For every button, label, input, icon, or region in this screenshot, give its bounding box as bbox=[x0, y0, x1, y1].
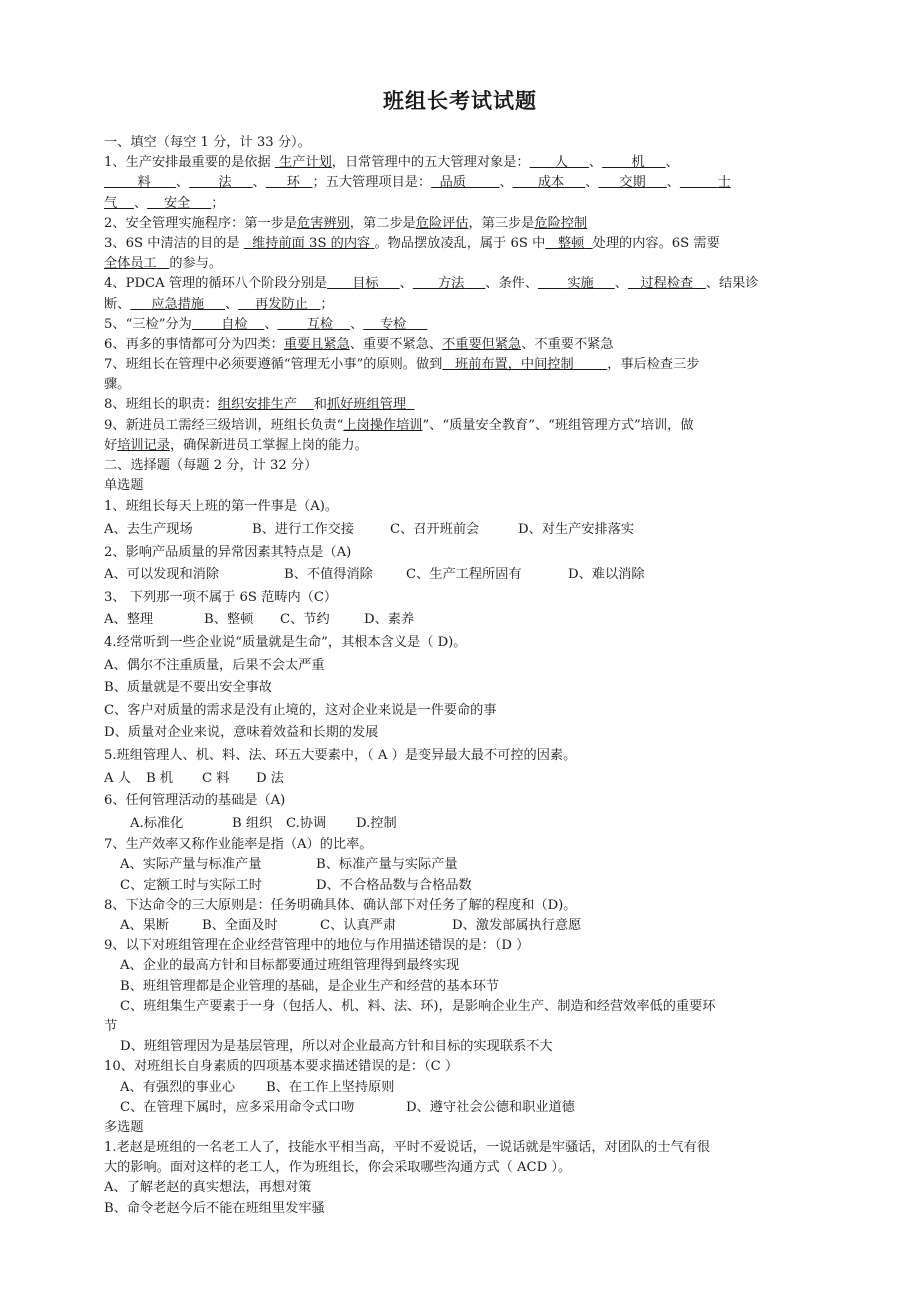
option: A 人 bbox=[104, 770, 131, 786]
multi-choice-label: 多选题 bbox=[104, 1119, 144, 1135]
q1-line3: 气 、 安全 ； bbox=[104, 195, 225, 211]
answer-blank: 组织安排生产 bbox=[217, 397, 298, 413]
option: C、生产工程所固有 bbox=[406, 567, 522, 583]
option: D、质量对企业来说，意味着效益和长期的发展 bbox=[104, 725, 379, 741]
question-stem: 7、生产效率又称作业能率是指（A）的比率。 bbox=[104, 837, 373, 853]
answer-blank: 机 bbox=[631, 155, 645, 171]
section-heading-fill-blank: 一、填空（每空 1 分，计 33 分）。 bbox=[104, 135, 311, 150]
options-row bbox=[104, 564, 816, 587]
answer-blank: 目标 bbox=[352, 276, 379, 292]
q3-line1: 3、6S 中清洁的目的是 维持前面 3S 的内容 。物品摆放凌乱，属于 6S 中 整顿 处理的内容。6S 需要 bbox=[104, 235, 720, 251]
answer-blank: 生产计划 bbox=[279, 155, 332, 171]
question-stem-continued: 大的影响。面对这样的老工人，作为班组长，你会采取哪些沟通方式（ ACD ）。 bbox=[104, 1160, 572, 1176]
option: B、进行工作交接 bbox=[252, 521, 355, 537]
answer-blank: 人 bbox=[554, 155, 568, 171]
question-stem: 1.老赵是班组的一名老工人了，技能水平相当高，平时不爱说话，一说话就是牢骚话，对团队的士气有很 bbox=[104, 1140, 711, 1156]
answer-blank: 整顿 bbox=[557, 235, 585, 251]
answer-blank: 应急措施 bbox=[151, 296, 205, 312]
question-stem: 4.经常听到一些企业说“质量就是生命”，其根本含义是（ D)。 bbox=[104, 634, 467, 650]
q7-line1: 7、班组长在管理中必须要遵循“管理无小事”的原则。做到 班前布置，中间控制 ，事后检查三步 bbox=[104, 357, 700, 373]
answer-blank: 士 bbox=[717, 175, 731, 191]
question-stem: 5.班组管理人、机、料、法、环五大要素中，（ A ）是变异最大最不可控的因素。 bbox=[104, 747, 577, 763]
answer-blank: 班前布置，中间控制 bbox=[454, 357, 574, 373]
answer-blank: 不重要但紧急 bbox=[442, 336, 522, 352]
option: D、对生产安排落实 bbox=[518, 521, 635, 537]
option: D、难以消除 bbox=[568, 567, 645, 583]
answer-blank: 危害辨别 bbox=[297, 215, 350, 231]
answer-blank: 品质 bbox=[439, 175, 466, 191]
option: B、不值得消除 bbox=[284, 567, 373, 583]
option: B、在工作上坚持原则 bbox=[266, 1079, 395, 1095]
option: A、实际产量与标准产量 bbox=[120, 857, 262, 873]
option: B、标准产量与实际产量 bbox=[316, 857, 458, 873]
option: A.标准化 bbox=[130, 815, 184, 831]
answer-blank: 危险控制 bbox=[534, 215, 588, 231]
answer-blank: 危险评估 bbox=[415, 215, 469, 231]
q7-line2: 骤。 bbox=[104, 377, 131, 393]
answer-blank: 培训记录 bbox=[117, 437, 170, 453]
options-row bbox=[104, 1098, 816, 1118]
answer-blank: 互检 bbox=[306, 316, 334, 332]
options-row bbox=[104, 876, 816, 896]
q4-line2: 断、 应急措施 、 再发防止 ； bbox=[104, 296, 334, 312]
option: B 组织 bbox=[232, 815, 273, 831]
answer-blank: 安全 bbox=[163, 195, 191, 211]
question-stem: 8、下达命令的三大原则是：任务明确具体、确认部下对任务了解的程度和（D)。 bbox=[104, 897, 577, 913]
question-stem: 3、 下列那一项不属于 6S 范畴内（C） bbox=[104, 589, 338, 605]
question-stem: 6、任何管理活动的基础是（A) bbox=[104, 793, 286, 809]
option: A、企业的最高方针和目标都要通过班组管理得到最终实现 bbox=[120, 958, 460, 974]
option: B、命令老赵今后不能在班组里发牢骚 bbox=[104, 1200, 325, 1216]
answer-blank: 上岗操作培训 bbox=[343, 417, 423, 433]
question-stem: 1、班组长每天上班的第一件事是（A)。 bbox=[104, 499, 339, 515]
option: C、客户对质量的需求是没有止境的，这对企业来说是一件要命的事 bbox=[104, 702, 497, 718]
options-row bbox=[104, 609, 816, 632]
answer-blank: 重要且紧急 bbox=[283, 336, 350, 352]
option: A、偶尔不注重质量，后果不会太严重 bbox=[104, 657, 325, 673]
q1-line1: 1、生产安排最重要的是依据 生产计划，日常管理中的五大管理对象是： 人 、 机 、 bbox=[104, 155, 679, 171]
answer-blank: 再发防止 bbox=[255, 296, 308, 312]
option: A、有强烈的事业心 bbox=[120, 1079, 236, 1095]
option: A、去生产现场 bbox=[104, 521, 193, 537]
option: C、节约 bbox=[280, 612, 330, 628]
option: D、遵守社会公德和职业道德 bbox=[406, 1099, 575, 1115]
answer-blank: 全体员工 bbox=[104, 256, 157, 272]
option: C、召开班前会 bbox=[390, 521, 480, 537]
option: C、班组集生产要素于一身（包括人、机、料、法、环)，是影响企业生产、制造和经营效率低的重要环 bbox=[120, 998, 716, 1014]
document bbox=[104, 88, 816, 1219]
option: D.控制 bbox=[356, 815, 397, 831]
option: D 法 bbox=[256, 770, 284, 786]
q5-line: 5、“三检”分为 自检 、 互检 、 专检 bbox=[104, 315, 816, 335]
q2-line: 2、安全管理实施程序：第一步是危害辨别，第二步是危险评估，第三步是危险控制 bbox=[104, 215, 588, 231]
q9-line1: 9、新进员工需经三级培训，班组长负责“上岗操作培训”、“质量安全教育”、“班组管理方式”培训，做 bbox=[104, 417, 694, 433]
q6-line: 6、再多的事情都可分为四类：重要且紧急、重要不紧急、不重要但紧急、不重要不紧急 bbox=[104, 336, 614, 352]
answer-blank: 实施 bbox=[567, 276, 594, 292]
option: C 料 bbox=[202, 770, 230, 786]
option: C、在管理下属时，应多采用命令式口吻 bbox=[120, 1099, 355, 1115]
option: D、班组管理因为是基层管理，所以对企业最高方针和目标的实现联系不大 bbox=[120, 1039, 553, 1055]
q1-line2: 料 、 法 、 环 ；五大管理项目是： 品质 、 成本 、 交期 、 士 bbox=[104, 173, 816, 193]
q9-line2: 好培训记录，确保新进员工掌握上岗的能力。 bbox=[104, 437, 368, 453]
answer-blank: 交期 bbox=[619, 175, 646, 191]
option: A、果断 bbox=[120, 918, 170, 934]
option: A、可以发现和消除 bbox=[104, 567, 220, 583]
q4-line1: 4、PDCA 管理的循环八个阶段分别是 目标 、 方法 、条件、 实施 、 过程检查 、结果诊 bbox=[104, 276, 759, 292]
answer-blank: 维持前面 3S 的内容 bbox=[252, 235, 371, 251]
option: C、定额工时与实际工时 bbox=[120, 877, 262, 893]
page-title: 班组长考试试题 bbox=[383, 88, 537, 113]
option: A、了解老赵的真实想法，再想对策 bbox=[104, 1180, 312, 1196]
answer-blank: 方法 bbox=[437, 276, 465, 292]
question-stem: 9、以下对班组管理在企业经营管理中的地位与作用描述错误的是：（D ） bbox=[104, 938, 530, 954]
option: B、班组管理都是企业管理的基础，是企业生产和经营的基本环节 bbox=[120, 978, 499, 994]
option: D、素养 bbox=[364, 612, 415, 628]
option: B 机 bbox=[146, 770, 174, 786]
answer-blank: 抓好班组管理 bbox=[326, 397, 407, 413]
option: B、整顿 bbox=[204, 612, 254, 628]
answer-blank: 过程检查 bbox=[640, 276, 694, 292]
options-row bbox=[104, 855, 816, 875]
answer-blank: 法 bbox=[218, 175, 232, 191]
answer-blank: 环 bbox=[286, 175, 300, 191]
option: B、质量就是不要出安全事故 bbox=[104, 680, 272, 696]
option-continued: 节 bbox=[104, 1018, 118, 1034]
answer-blank: 成本 bbox=[537, 175, 565, 191]
answer-blank: 气 bbox=[104, 195, 118, 211]
q8-line: 8、班组长的职责：组织安排生产 和抓好班组管理 bbox=[104, 395, 816, 415]
options-row bbox=[104, 813, 816, 836]
answer-blank: 专检 bbox=[379, 316, 407, 332]
question-stem: 10、对班组长自身素质的四项基本要求描述错误的是：（C ） bbox=[104, 1059, 459, 1075]
option: D、不合格品数与合格品数 bbox=[316, 877, 472, 893]
section-heading-choice: 二、选择题（每题 2 分，计 32 分） bbox=[104, 458, 318, 473]
answer-blank: 自检 bbox=[221, 316, 248, 332]
question-stem: 2、影响产品质量的异常因素其特点是（A) bbox=[104, 544, 352, 560]
option: C、认真严肃 bbox=[320, 918, 397, 934]
options-row bbox=[104, 768, 816, 791]
option: C.协调 bbox=[286, 815, 327, 831]
options-row bbox=[104, 1078, 816, 1098]
single-choice-label: 单选题 bbox=[104, 478, 144, 494]
option: D、激发部属执行意愿 bbox=[452, 918, 582, 934]
option: A、整理 bbox=[104, 612, 154, 628]
q3-line2: 全体员工 的参与。 bbox=[104, 256, 223, 272]
option: B、全面及时 bbox=[202, 918, 278, 934]
options-row bbox=[104, 916, 816, 936]
options-row bbox=[104, 519, 816, 542]
answer-blank: 料 bbox=[137, 175, 151, 191]
